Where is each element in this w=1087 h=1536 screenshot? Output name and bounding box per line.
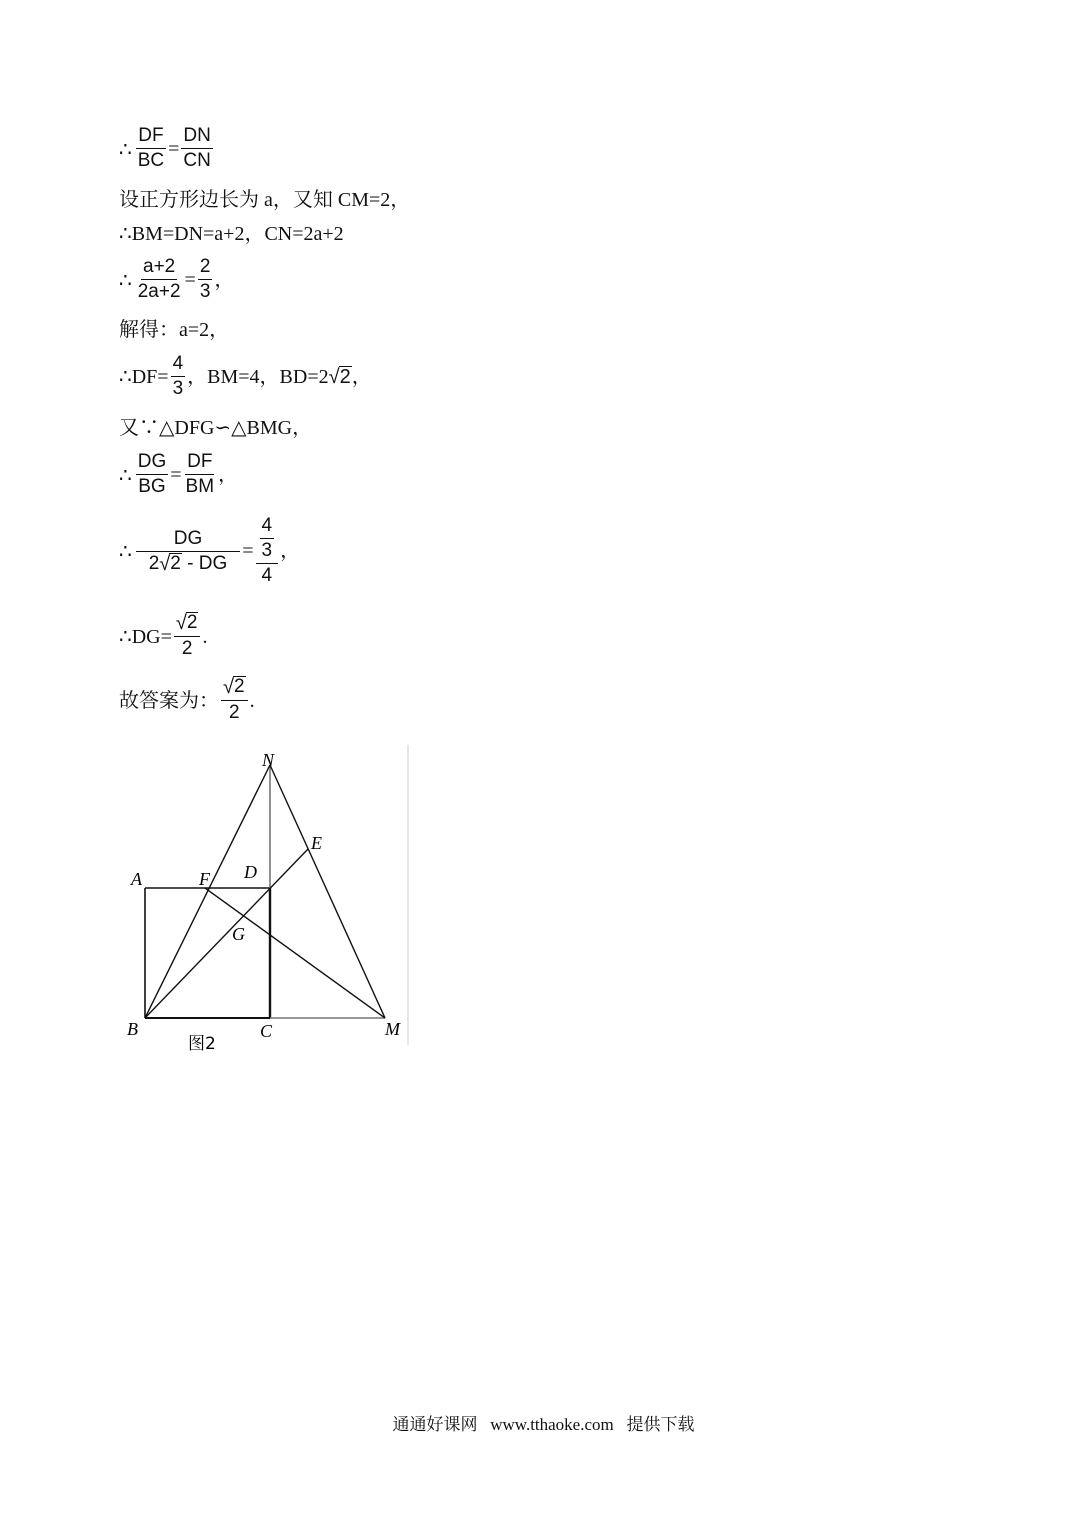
- label-f: F: [199, 869, 210, 889]
- square-root: [176, 612, 199, 633]
- numerator: [256, 514, 279, 564]
- middle-text: ，BM=4，BD=2: [187, 365, 329, 388]
- fraction: [221, 676, 248, 725]
- numerator: DG: [136, 527, 241, 552]
- equals-sign: =: [168, 137, 180, 160]
- denominator: 3: [199, 281, 211, 302]
- numerator: 2: [198, 255, 213, 280]
- equation-dg-solve: [119, 514, 300, 588]
- comma: ，: [280, 540, 301, 562]
- therefore-symbol: ∴: [119, 267, 132, 292]
- fraction: [171, 352, 186, 401]
- label-b: B: [127, 1019, 138, 1039]
- fraction: [184, 450, 217, 499]
- comma: ，: [218, 463, 239, 486]
- denominator: 4: [261, 565, 273, 586]
- equals-sign: =: [170, 463, 182, 486]
- equation-ratio: [119, 255, 234, 304]
- minus-dg: - DG: [181, 552, 228, 574]
- prefix-text: ∴DG=: [119, 625, 172, 648]
- fraction: [136, 124, 166, 173]
- radicand: 2: [170, 553, 181, 574]
- fraction: [136, 255, 183, 304]
- denominator: [147, 552, 230, 576]
- geometry-figure: [120, 745, 415, 1055]
- radical-sign: √: [175, 612, 187, 634]
- equation-df-value: [119, 352, 372, 401]
- label-g: G: [232, 924, 245, 944]
- figure-caption: 图2: [188, 1034, 216, 1054]
- numerator: DN: [181, 124, 212, 149]
- inner-numerator: 4: [260, 514, 275, 539]
- label-a: A: [131, 869, 142, 889]
- radical-sign: √: [159, 553, 171, 575]
- numerator: DF: [136, 124, 165, 149]
- inner-denominator: 3: [261, 540, 273, 561]
- numerator: [174, 612, 201, 637]
- equation-similar-ratio: [119, 450, 238, 499]
- comma: ，: [214, 268, 235, 291]
- numerator: [221, 676, 248, 701]
- denominator: 2: [181, 638, 193, 659]
- period: .: [202, 625, 208, 648]
- fraction: [174, 612, 201, 661]
- radicand: 2: [233, 676, 245, 697]
- numerator: DF: [185, 450, 214, 475]
- label-m: M: [385, 1019, 400, 1039]
- therefore-symbol: ∴: [119, 462, 132, 487]
- radicand: 2: [339, 366, 351, 388]
- prefix-text: 故答案为：: [119, 689, 219, 712]
- inner-fraction: [260, 514, 275, 563]
- fraction: [136, 527, 241, 576]
- denominator: 2a+2: [137, 281, 181, 302]
- text-line: 又∵△DFG∽△BMG，: [119, 417, 313, 439]
- numerator: DG: [136, 450, 169, 475]
- compound-fraction: [256, 514, 279, 588]
- therefore-symbol: ∴: [119, 539, 132, 563]
- fraction: [198, 255, 213, 304]
- square-root: [223, 676, 246, 697]
- numerator: 4: [171, 352, 186, 377]
- equation-df-bc: [119, 124, 215, 173]
- radical-sign: √: [328, 366, 340, 388]
- period: .: [249, 689, 255, 712]
- equals-sign: =: [184, 268, 196, 291]
- label-c: C: [260, 1021, 273, 1041]
- label-e: E: [311, 833, 322, 853]
- radical-sign: √: [223, 676, 234, 698]
- therefore-symbol: ∴: [119, 136, 132, 161]
- label-d: D: [244, 862, 257, 882]
- denominator: 2: [228, 702, 240, 723]
- equals-sign: =: [242, 540, 254, 562]
- radicand: 2: [186, 612, 198, 633]
- numerator: a+2: [141, 255, 177, 280]
- denominator: CN: [183, 150, 211, 171]
- equation-dg-result: [119, 612, 207, 661]
- fraction: [181, 124, 212, 173]
- text-line: 解得：a=2，: [119, 319, 230, 341]
- fraction: [136, 450, 169, 499]
- square-root: [329, 366, 352, 387]
- comma: ，: [351, 365, 372, 388]
- text-line: 设正方形边长为 a，又知 CM=2，: [119, 189, 411, 211]
- denominator: 3: [172, 378, 184, 399]
- denominator: BG: [138, 476, 166, 497]
- page-footer: 通通好课网 www.tthaoke.com 提供下载: [392, 1415, 695, 1434]
- denominator: BM: [185, 476, 215, 497]
- prefix-text: ∴DF=: [119, 365, 169, 388]
- coefficient: 2: [148, 552, 160, 574]
- answer-line: [119, 676, 255, 725]
- square-root: [159, 553, 182, 574]
- label-n: N: [262, 750, 275, 770]
- text-line: ∴BM=DN=a+2，CN=2a+2: [119, 223, 344, 245]
- denominator: BC: [137, 150, 165, 171]
